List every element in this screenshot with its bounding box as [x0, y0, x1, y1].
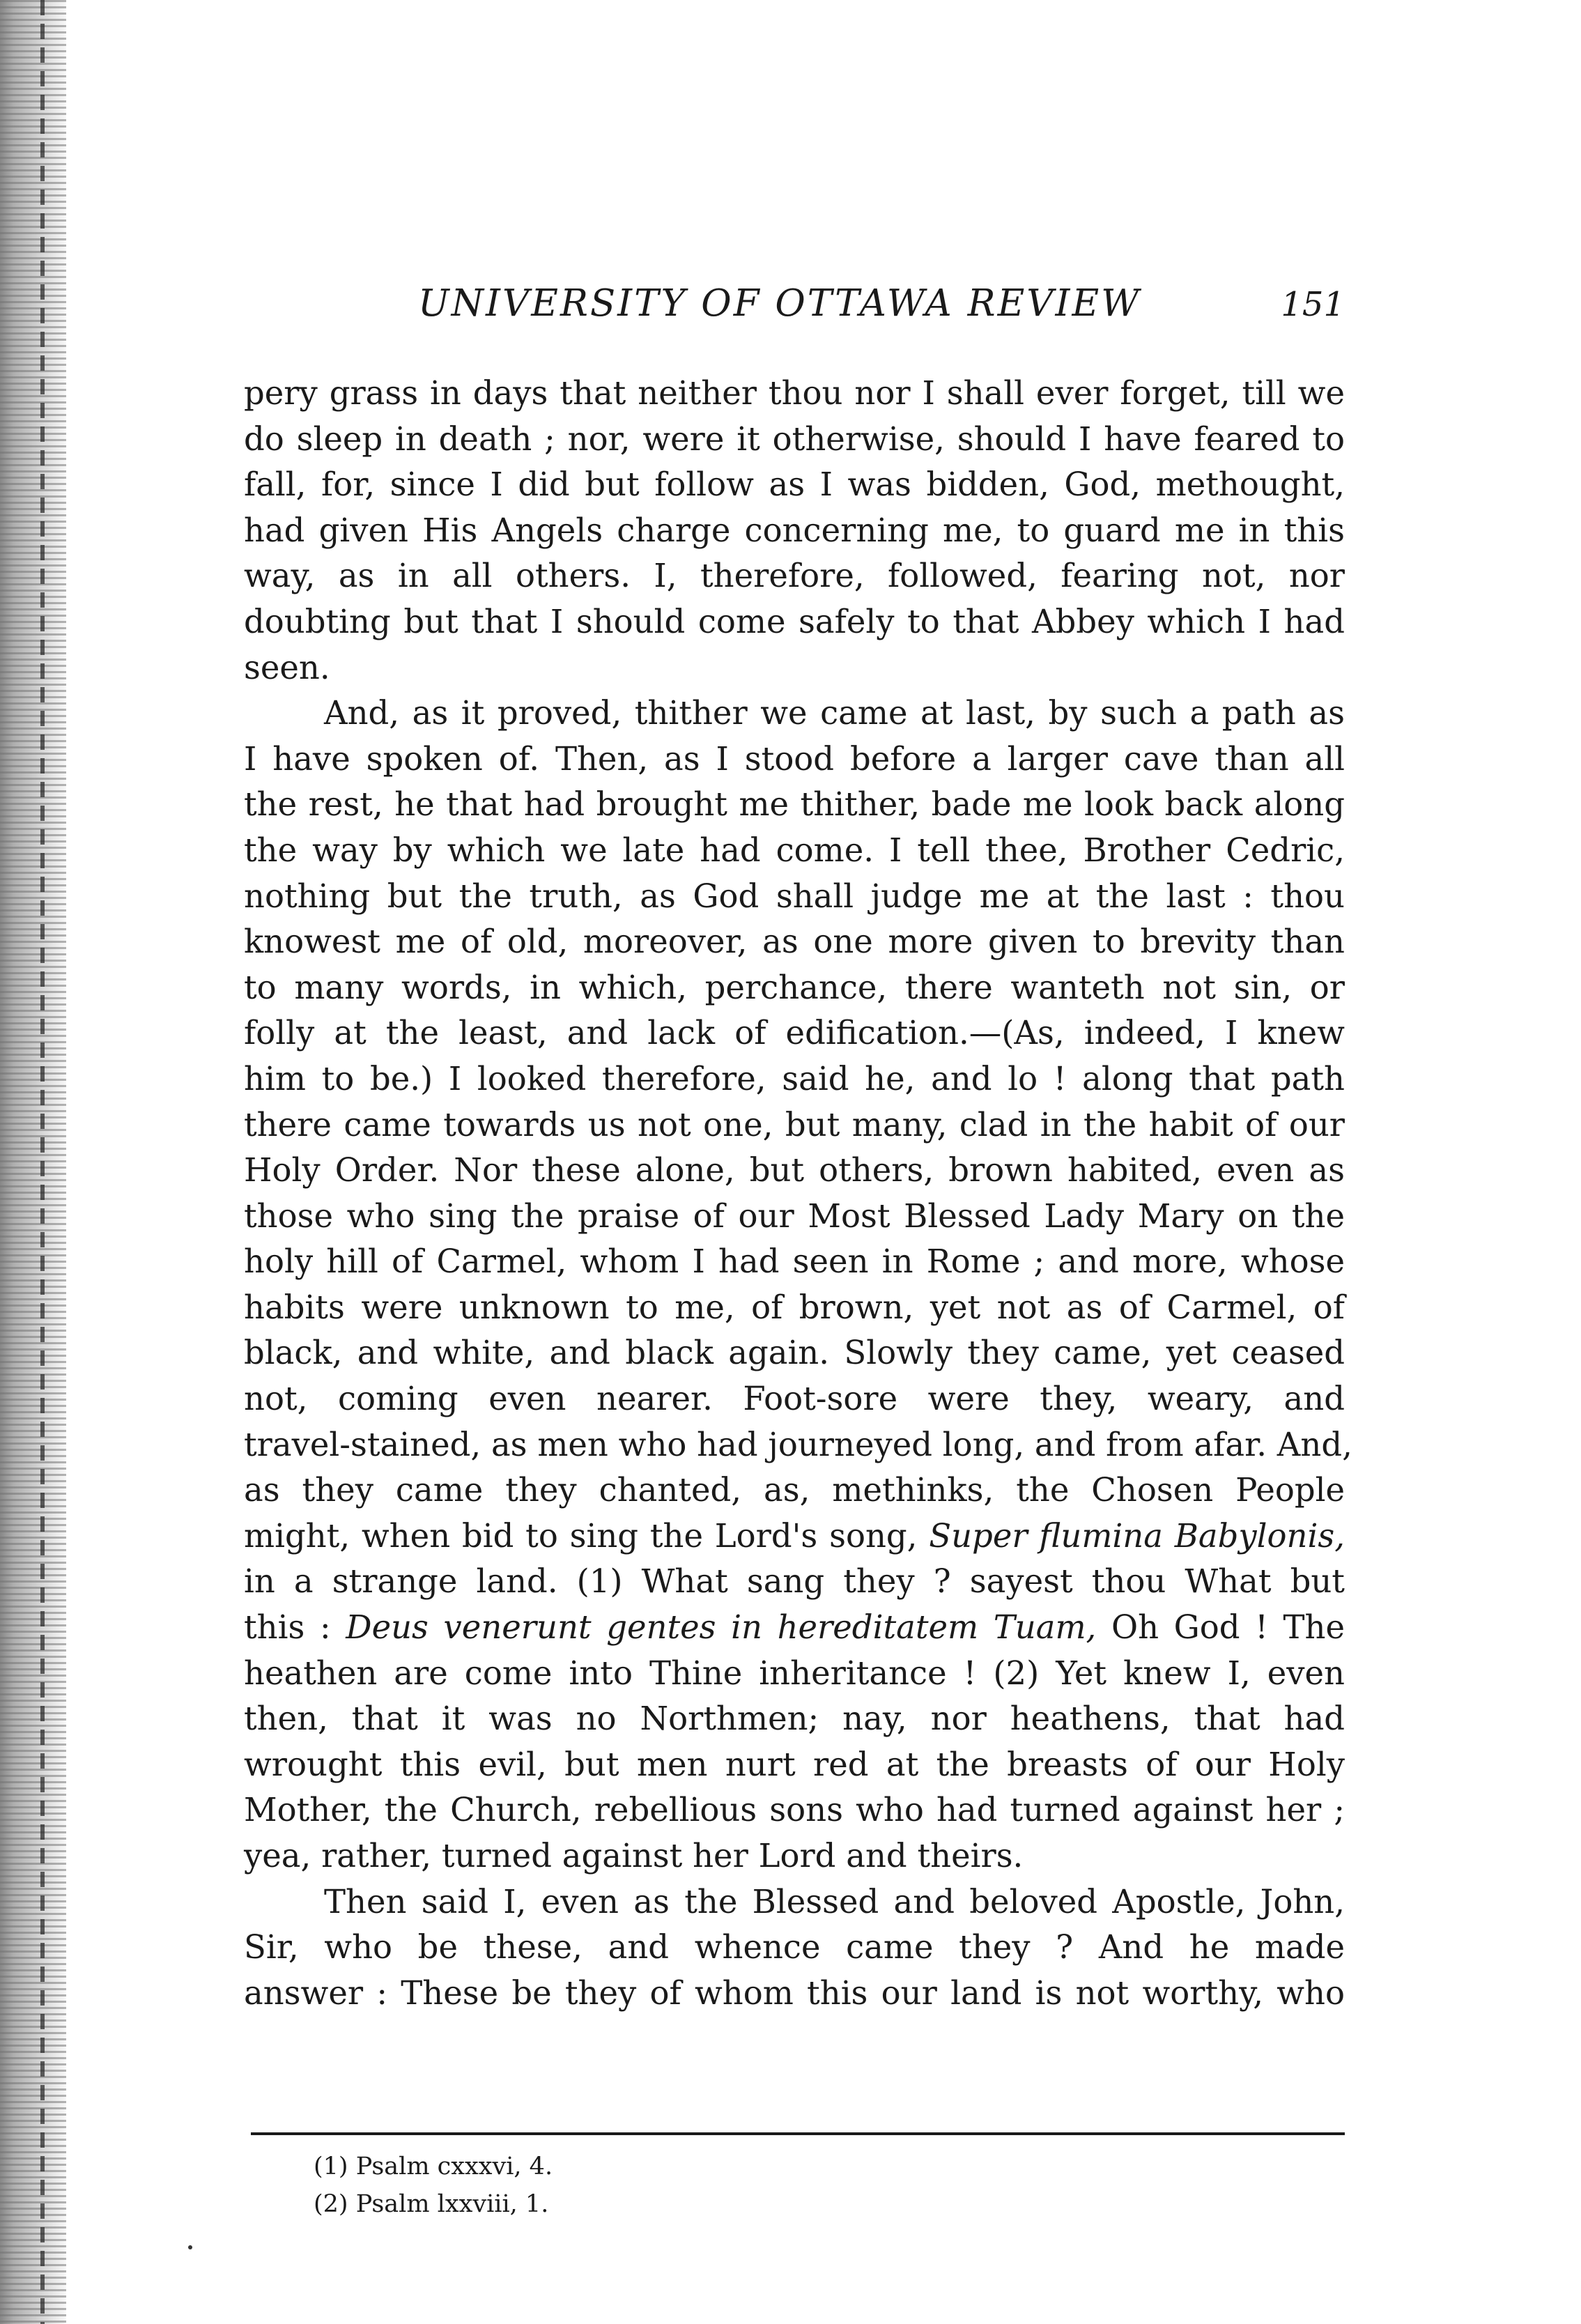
text-line: [244, 1605, 1345, 1651]
binding-stitch-line: [40, 0, 45, 2324]
latin-phrase: Super flumina Babylonis,: [929, 1516, 1345, 1555]
text-line: way, as in all others. I, therefore, followed, fearing not, nor: [244, 557, 1345, 595]
text-line: as they came they chanted, as, methinks, the Chosen People: [244, 1471, 1345, 1509]
text-line: had given His Angels charge concerning me, to guard me in this: [244, 511, 1345, 549]
text-line: those who sing the praise of our Most Blessed Lady Mary on the: [244, 1196, 1345, 1235]
body-text: [244, 371, 1352, 2016]
page-header: [418, 282, 1345, 331]
text-line: habits were unknown to me, of brown, yet not as of Carmel, of: [244, 1288, 1345, 1326]
text-line: heathen are come into Thine inheritance ! (2) Yet knew I, even: [244, 1654, 1345, 1692]
text-line: knowest me of old, moreover, as one more given to brevity than: [244, 923, 1345, 961]
running-title: UNIVERSITY OF OTTAWA REVIEW: [418, 282, 1141, 325]
text-line: I have spoken of. Then, as I stood before a larger cave than all: [244, 739, 1345, 778]
text-line: Holy Order. Nor these alone, but others, brown habited, even as: [244, 1151, 1345, 1190]
text-line: folly at the least, and lack of edification.—(As, indeed, I knew: [244, 1014, 1345, 1052]
text-line: doubting but that I should come safely to that Abbey which I had: [244, 602, 1345, 640]
text-line: in a strange land. (1) What sang they ? sayest thou What but: [244, 1562, 1345, 1601]
text-line: nothing but the truth, as God shall judge me at the last : thou: [244, 877, 1345, 915]
footnotes: [314, 2148, 553, 2223]
text-line: do sleep in death ; nor, were it otherwise, should I have feared to: [244, 420, 1345, 458]
text-line: black, and white, and black again. Slowly they came, yet ceased: [244, 1334, 1345, 1372]
text-line: And, as it proved, thither we came at last, by such a path as: [324, 694, 1345, 732]
text-fragment: this :: [244, 1608, 331, 1647]
footnote: (1) Psalm cxxxvi, 4.: [314, 2153, 553, 2180]
text-line: travel-stained, as men who had journeyed long, and from afar. And,: [244, 1425, 1352, 1463]
binding-edge-scan: [0, 0, 66, 2324]
text-line: the rest, he that had brought me thither, bade me look back along: [244, 785, 1345, 824]
text-line: fall, for, since I did but follow as I was bidden, God, methought,: [244, 465, 1345, 504]
text-line: Mother, the Church, rebellious sons who had turned against her ;: [244, 1791, 1345, 1829]
text-line: there came towards us not one, but many, clad in the habit of our: [244, 1105, 1345, 1144]
text-line: the way by which we late had come. I tell thee, Brother Cedric,: [244, 831, 1345, 869]
text-line: then, that it was no Northmen; nay, nor heathens, that had: [244, 1700, 1345, 1738]
latin-phrase: Deus venerunt gentes in hereditatem Tuam,: [346, 1608, 1097, 1647]
text-line: seen.: [244, 648, 330, 686]
text-line: pery grass in days that neither thou nor I shall ever forget, till we: [244, 374, 1345, 412]
text-line: not, coming even nearer. Foot-sore were they, weary, and: [244, 1380, 1345, 1418]
ink-speck: [188, 2245, 192, 2249]
text-fragment: Oh God ! The: [1111, 1608, 1345, 1647]
text-line: [244, 1514, 1345, 1560]
text-line: Sir, who be these, and whence came they ? And he made: [244, 1928, 1345, 1967]
text-line: to many words, in which, perchance, there wanteth not sin, or: [244, 968, 1345, 1006]
footnote-rule: [251, 2132, 1345, 2135]
text-line: answer : These be they of whom this our land is not worthy, who: [244, 1973, 1345, 2012]
text-line: Then said I, even as the Blessed and beloved Apostle, John,: [324, 1882, 1345, 1921]
text-line: wrought this evil, but men nurt red at the breasts of our Holy: [244, 1745, 1345, 1783]
footnote: (2) Psalm lxxviii, 1.: [314, 2190, 549, 2218]
page-number: 151: [1281, 285, 1345, 324]
text-fragment: might, when bid to sing the Lord's song,: [244, 1516, 918, 1555]
text-line: yea, rather, turned against her Lord and theirs.: [244, 1837, 1024, 1875]
text-line: him to be.) I looked therefore, said he, and lo ! along that path: [244, 1059, 1345, 1098]
text-line: holy hill of Carmel, whom I had seen in Rome ; and more, whose: [244, 1242, 1345, 1281]
